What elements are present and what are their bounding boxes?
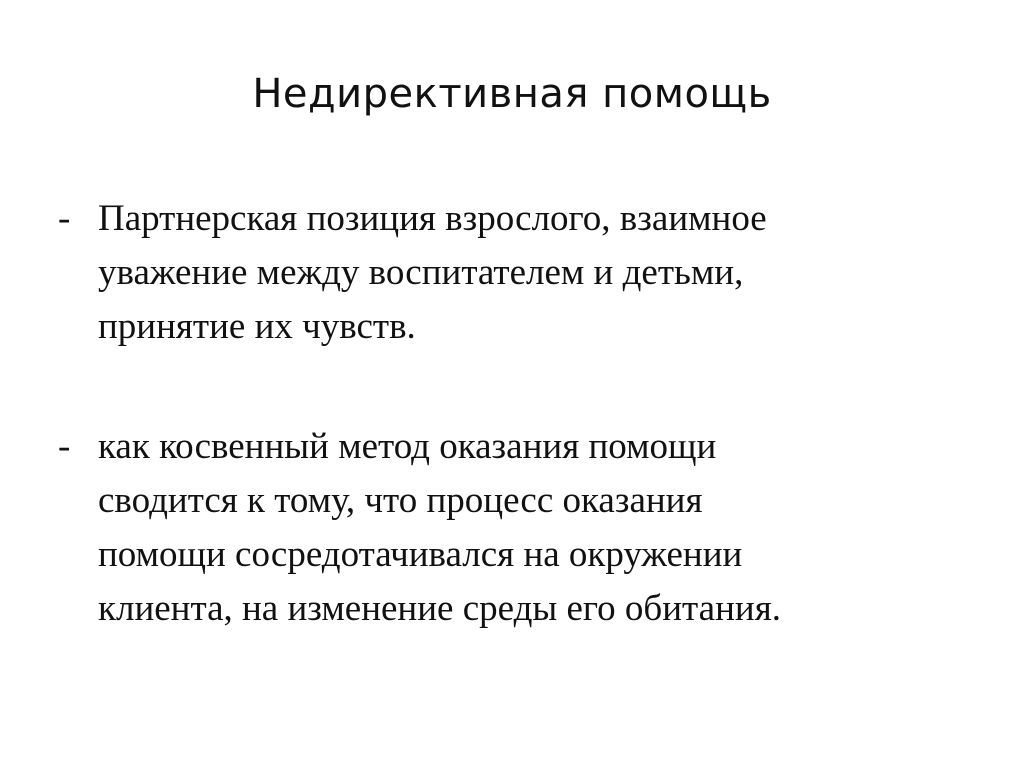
bullet-item-partnership [58, 192, 978, 354]
bullet-text: Партнерская позиция взрослого, взаимное уважение между воспитателем и детьми, принятие их чувств. [98, 198, 767, 347]
bullet-text: как косвенный метод оказания помощи сводится к тому, что процесс оказания помощи сосредотачивался на окружении клиента, на изменение среды его обитания. [98, 426, 781, 629]
bullet-item-indirect-method [58, 420, 978, 636]
bullet-list [58, 192, 978, 702]
bullet-marker: - [58, 426, 71, 467]
bullet-marker: - [58, 198, 71, 239]
slide-title: Недирективная помощь [252, 71, 772, 117]
